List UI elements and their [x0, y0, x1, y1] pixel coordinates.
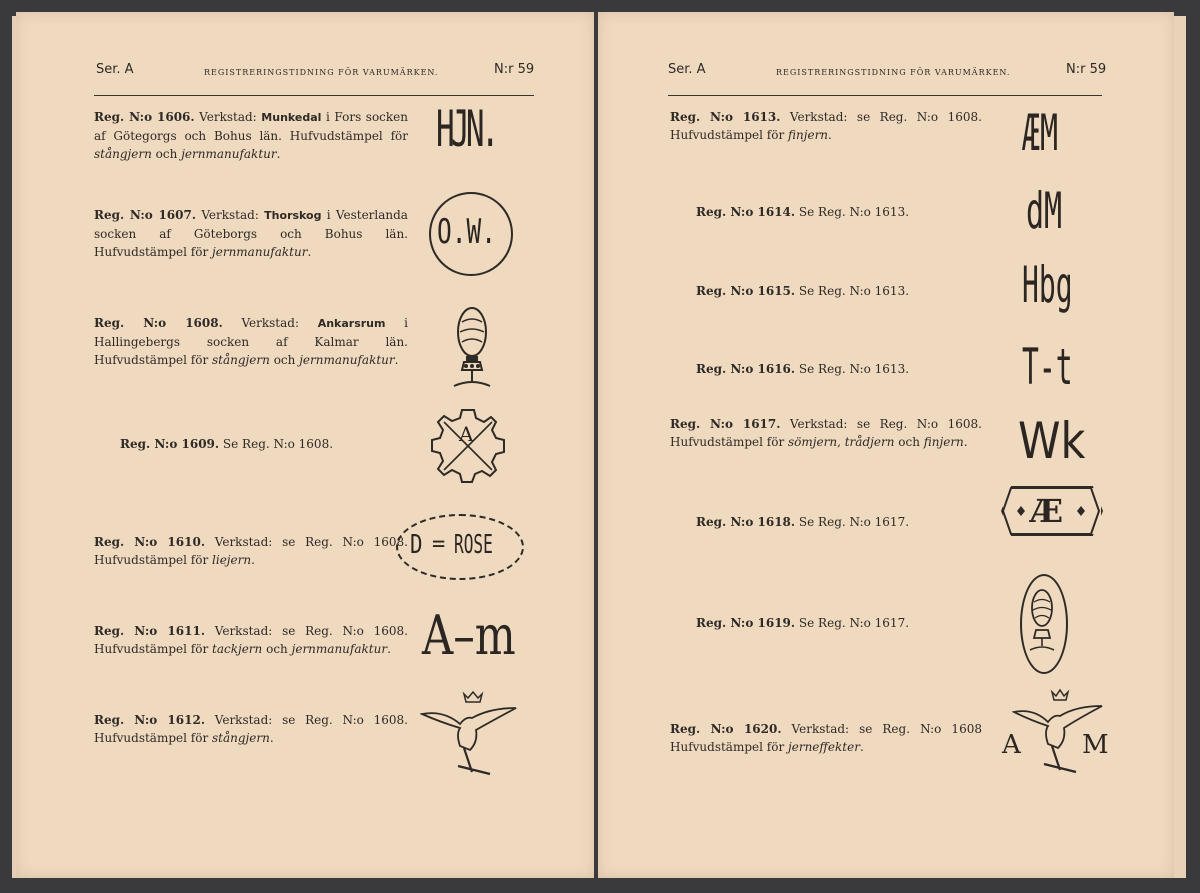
rose-stamp-equals: =: [432, 532, 446, 557]
header-rule: [668, 95, 1102, 96]
entry-1616: Reg. N:o 1616. Se Reg. N:o 1613.: [696, 362, 910, 376]
journal-title: REGISTRERINGSTIDNING FÖR VARUMÄRKEN.: [204, 68, 439, 77]
right-running-header: [598, 12, 1174, 102]
entry-1614: Reg. N:o 1614. Se Reg. N:o 1613.: [696, 205, 910, 219]
cogwheel-emblem: [426, 404, 510, 488]
trademark-t-t: T-t: [1022, 338, 1073, 396]
trademark-a-m: A–m: [422, 604, 516, 667]
tree-crown-emblem: [444, 302, 500, 392]
entry-1613: Reg. N:o 1613. Verkstad: se Reg. N:o 1608. Hufvudstämpel för finjern.: [670, 110, 982, 142]
issue-number: N:r 59: [1066, 62, 1107, 77]
cogwheel-letter: A: [459, 422, 474, 446]
eagle-letter-left: A: [1002, 730, 1021, 760]
right-page: [598, 12, 1174, 878]
trademark-dm: dM: [1026, 182, 1063, 240]
entry-1609: Reg. N:o 1609. Se Reg. N:o 1608.: [120, 437, 334, 451]
eagle-crown-emblem: [420, 688, 520, 782]
trademark-wk: Wk: [1018, 412, 1086, 470]
rose-stamp-d: D: [410, 530, 423, 560]
entry-1619: Reg. N:o 1619. Se Reg. N:o 1617.: [696, 616, 910, 630]
trademark-ae-m: ÆM: [1022, 104, 1059, 162]
series-label: Ser. A: [668, 62, 706, 77]
issue-number: N:r 59: [494, 62, 535, 77]
journal-title: REGISTRERINGSTIDNING FÖR VARUMÄRKEN.: [776, 68, 1011, 77]
entry-1612: Reg. N:o 1612. Verkstad: se Reg. N:o 1608. Hufvudstämpel för stångjern.: [94, 713, 408, 745]
trademark-hjn: HJN.: [436, 100, 496, 158]
trademark-hbg: Hbg: [1022, 256, 1073, 314]
entry-1615: Reg. N:o 1615. Se Reg. N:o 1613.: [696, 284, 910, 298]
trademark-ae: Æ: [1030, 492, 1064, 530]
entry-1607: Reg. N:o 1607. Verkstad: Thorskog i Vesterlanda socken af Göteborgs och Bohus län. Hufvudstämpel för jernmanufaktur.: [94, 208, 408, 259]
header-rule: [94, 95, 534, 96]
rose-stamp-word: ROSE: [454, 530, 493, 560]
rose-stamp-oval: [396, 514, 524, 580]
entry-1617: Reg. N:o 1617. Verkstad: se Reg. N:o 1608. Hufvudstämpel för sömjern, trådjern och finjern.: [670, 417, 982, 449]
trademark-ow: O.W.: [437, 212, 496, 252]
entry-1608: Reg. N:o 1608. Verkstad: Ankarsrum i Hallingebergs socken af Kalmar län. Hufvudstämpel för stångjern och jernmanufaktur.: [94, 316, 408, 367]
entry-1618: Reg. N:o 1618. Se Reg. N:o 1617.: [696, 515, 910, 529]
entry-1611: Reg. N:o 1611. Verkstad: se Reg. N:o 1608. Hufvudstämpel för tackjern och jernmanufaktur.: [94, 624, 408, 656]
right-page-edge: [1172, 16, 1186, 878]
trademark-ow-circle: [429, 192, 513, 276]
left-running-header: [16, 12, 594, 102]
eagle-letter-right: M: [1082, 730, 1109, 760]
entry-1620: Reg. N:o 1620. Verkstad: se Reg. N:o 1608 Hufvudstämpel för jerneffekter.: [670, 722, 982, 754]
left-page: [16, 12, 594, 878]
entry-1606: Reg. N:o 1606. Verkstad: Munkedal i Fors socken af Götegorgs och Bohus län. Hufvudstämpel för stångjern och jernmanufaktur.: [94, 110, 408, 161]
oval-tree-emblem: [1022, 580, 1062, 664]
entry-1610: Reg. N:o 1610. Verkstad: se Reg. N:o 1608. Hufvudstämpel för liejern.: [94, 535, 408, 567]
series-label: Ser. A: [96, 62, 134, 77]
